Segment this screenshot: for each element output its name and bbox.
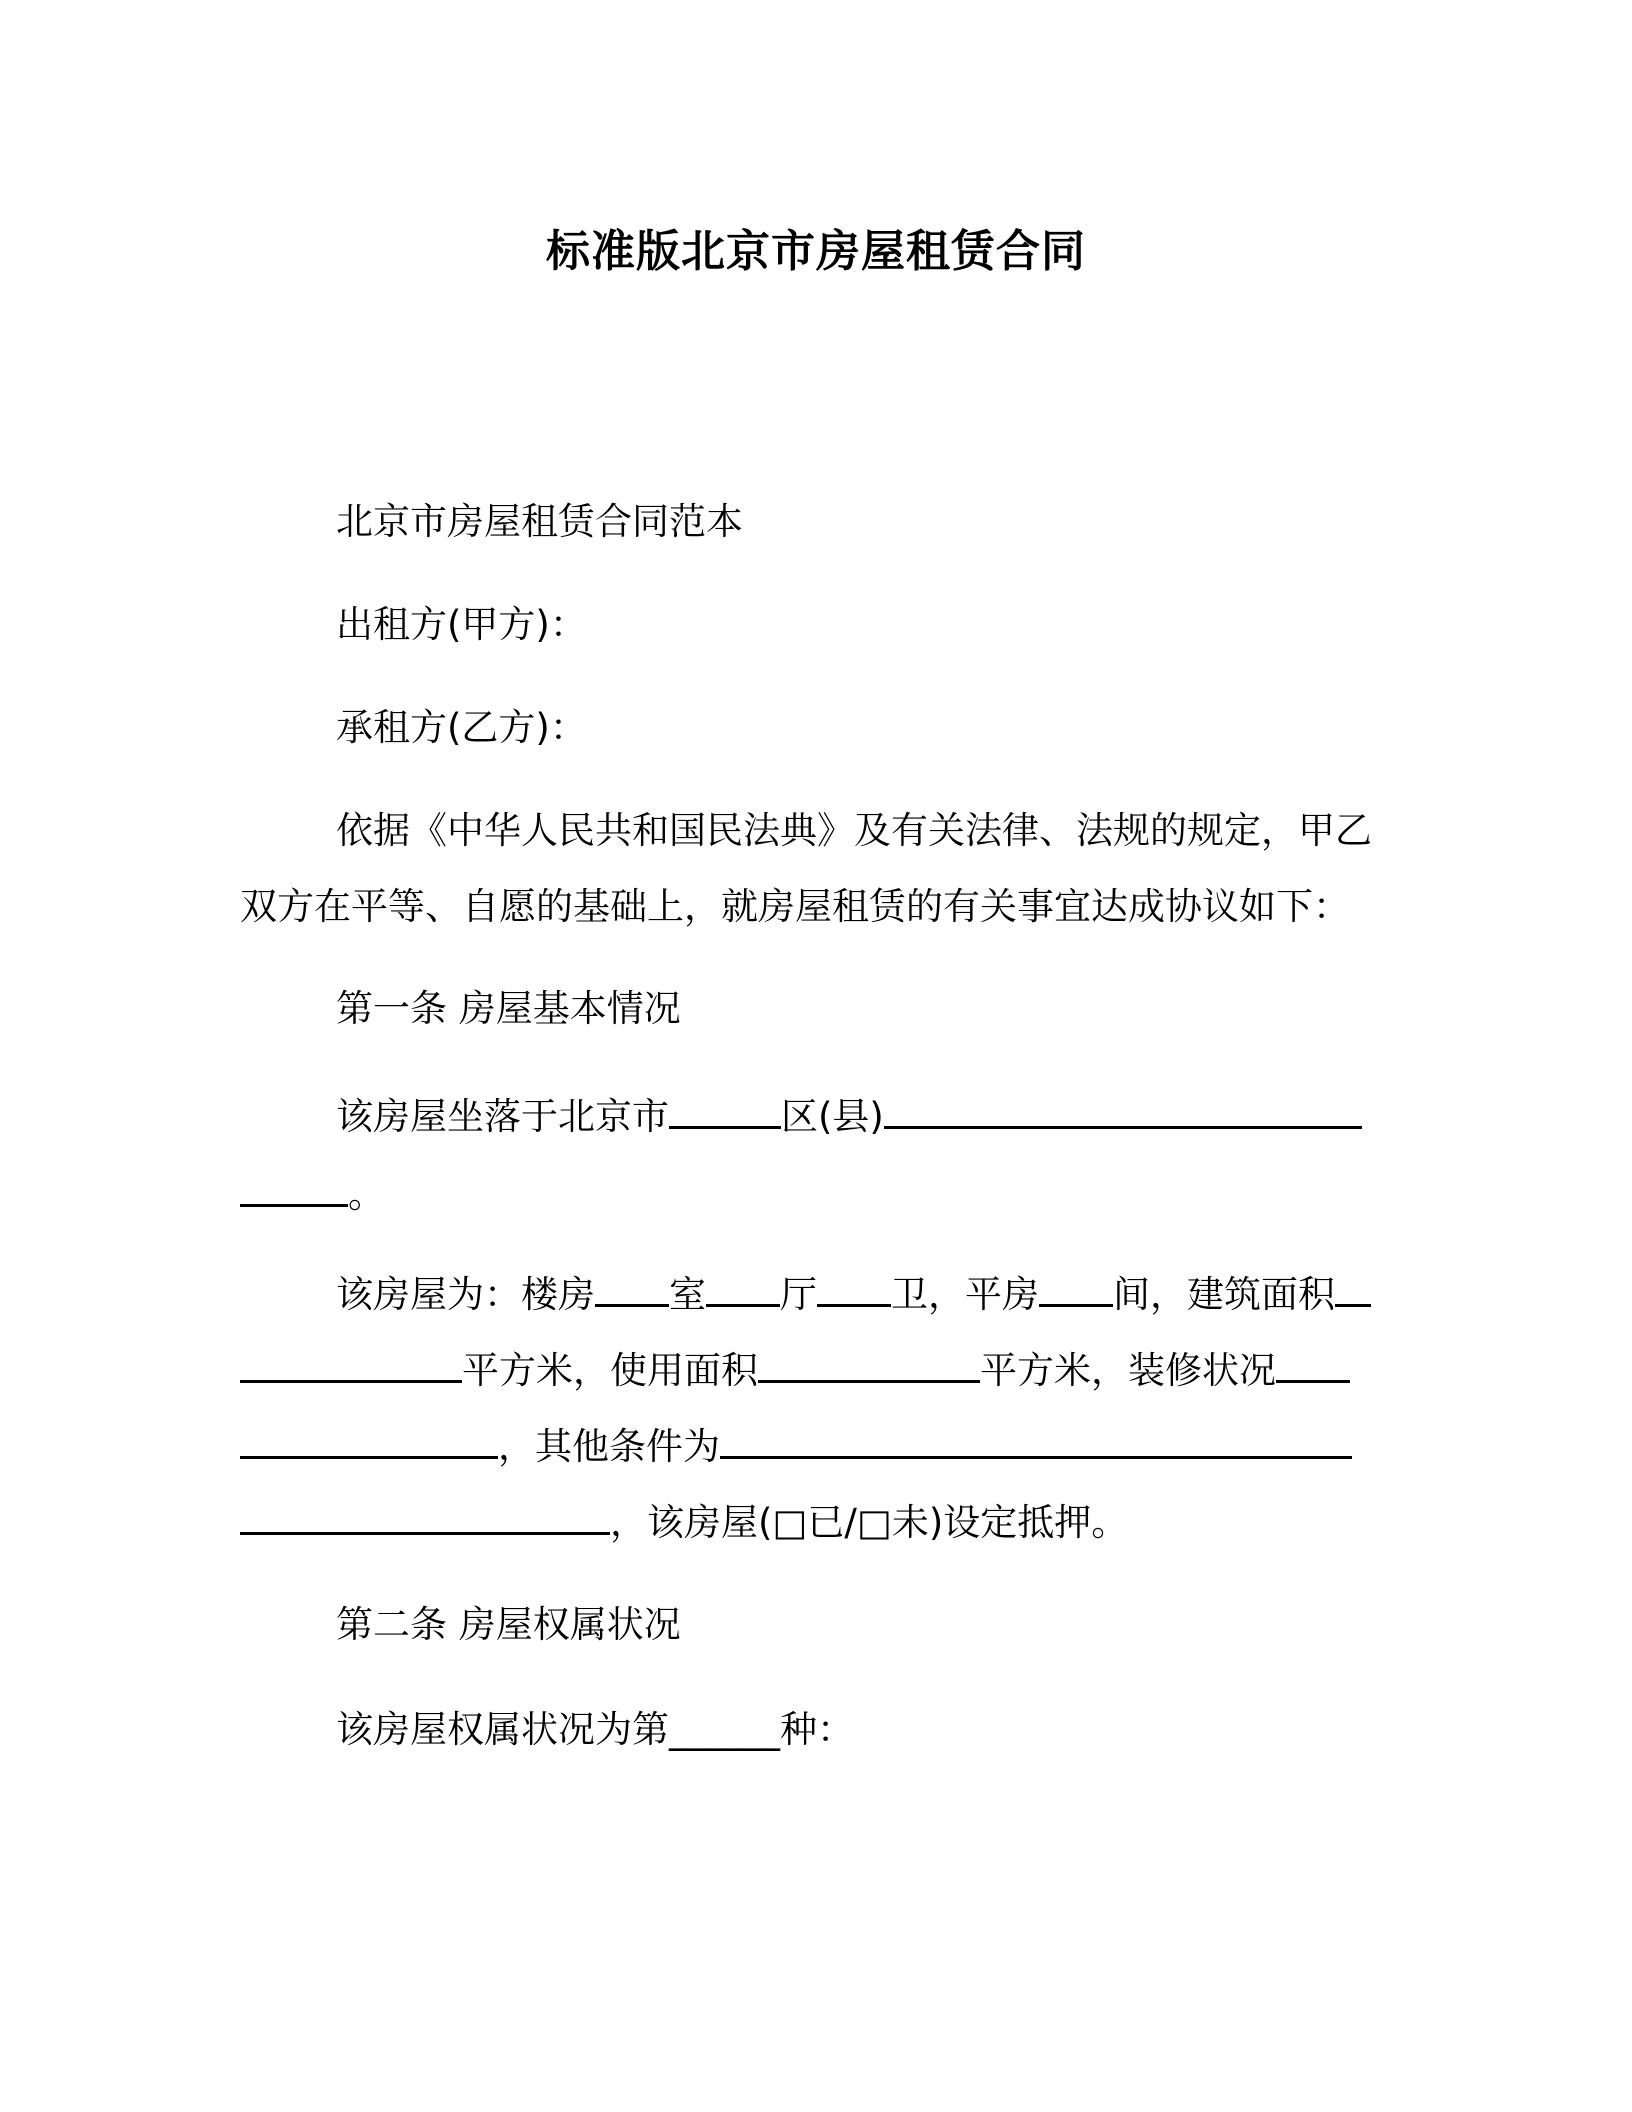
district-blank: [669, 1090, 781, 1129]
house-desc-line-4: [240, 1496, 1128, 1548]
location-prefix: 该房屋坐落于北京市: [336, 1095, 669, 1138]
house-desc-line-2: [240, 1344, 1350, 1396]
other-conditions-blank-continued: [240, 1496, 610, 1535]
document-title: 标准版北京市房屋租赁合同: [546, 226, 1086, 277]
building-area-blank-continued: [240, 1344, 462, 1383]
address-blank: [884, 1090, 1362, 1129]
usable-area-blank: [758, 1344, 980, 1383]
room-label: 室: [669, 1273, 706, 1316]
location-district-label: 区(县): [781, 1095, 884, 1138]
location-line-2: [240, 1168, 385, 1220]
house-desc-line-1: [336, 1268, 1371, 1320]
ownership-status-suffix: 种：: [780, 1708, 854, 1751]
jian-label: 间，建筑面积: [1113, 1273, 1335, 1316]
lessee-label: 承租方(乙方)：: [336, 706, 587, 749]
preamble-line-1: 依据《中华人民共和国民法典》及有关法律、法规的规定，甲乙: [336, 809, 1372, 852]
ownership-status-prefix: 该房屋权属状况为第: [336, 1708, 669, 1751]
lessor-label: 出租方(甲方)：: [336, 603, 587, 646]
hall-count-blank: [706, 1268, 780, 1307]
bungalow-count-blank: [1039, 1268, 1113, 1307]
location-end: 。: [348, 1173, 385, 1216]
article-1-heading: 第一条 房屋基本情况: [336, 987, 681, 1030]
sqm-usable-label: 平方米，使用面积: [462, 1349, 758, 1392]
contract-template-subtitle: 北京市房屋租赁合同范本: [336, 500, 743, 543]
bath-count-blank: [817, 1268, 891, 1307]
decoration-blank: [1276, 1344, 1350, 1383]
room-count-blank: [595, 1268, 669, 1307]
bath-label: 卫，平房: [891, 1273, 1039, 1316]
other-conditions-blank: [720, 1420, 1352, 1459]
article-2-heading: 第二条 房屋权属状况: [336, 1603, 681, 1646]
sqm-decoration-label: 平方米，装修状况: [980, 1349, 1276, 1392]
decoration-blank-continued: [240, 1420, 498, 1459]
ownership-status-line: [336, 1705, 854, 1755]
house-desc-line-3: [240, 1420, 1352, 1472]
location-line: [336, 1090, 1362, 1142]
building-area-blank: [1335, 1268, 1371, 1307]
preamble-line-2: 双方在平等、自愿的基础上，就房屋租赁的有关事宜达成协议如下：: [240, 885, 1350, 928]
address-blank-continued: [240, 1168, 348, 1207]
hall-label: 厅: [780, 1273, 817, 1316]
ownership-status-blank: ______: [669, 1708, 780, 1751]
house-type-prefix: 该房屋为：楼房: [336, 1273, 595, 1316]
other-conditions-label: ，其他条件为: [498, 1425, 720, 1468]
mortgage-label: ，该房屋(□已/□未)设定抵押。: [610, 1501, 1129, 1544]
